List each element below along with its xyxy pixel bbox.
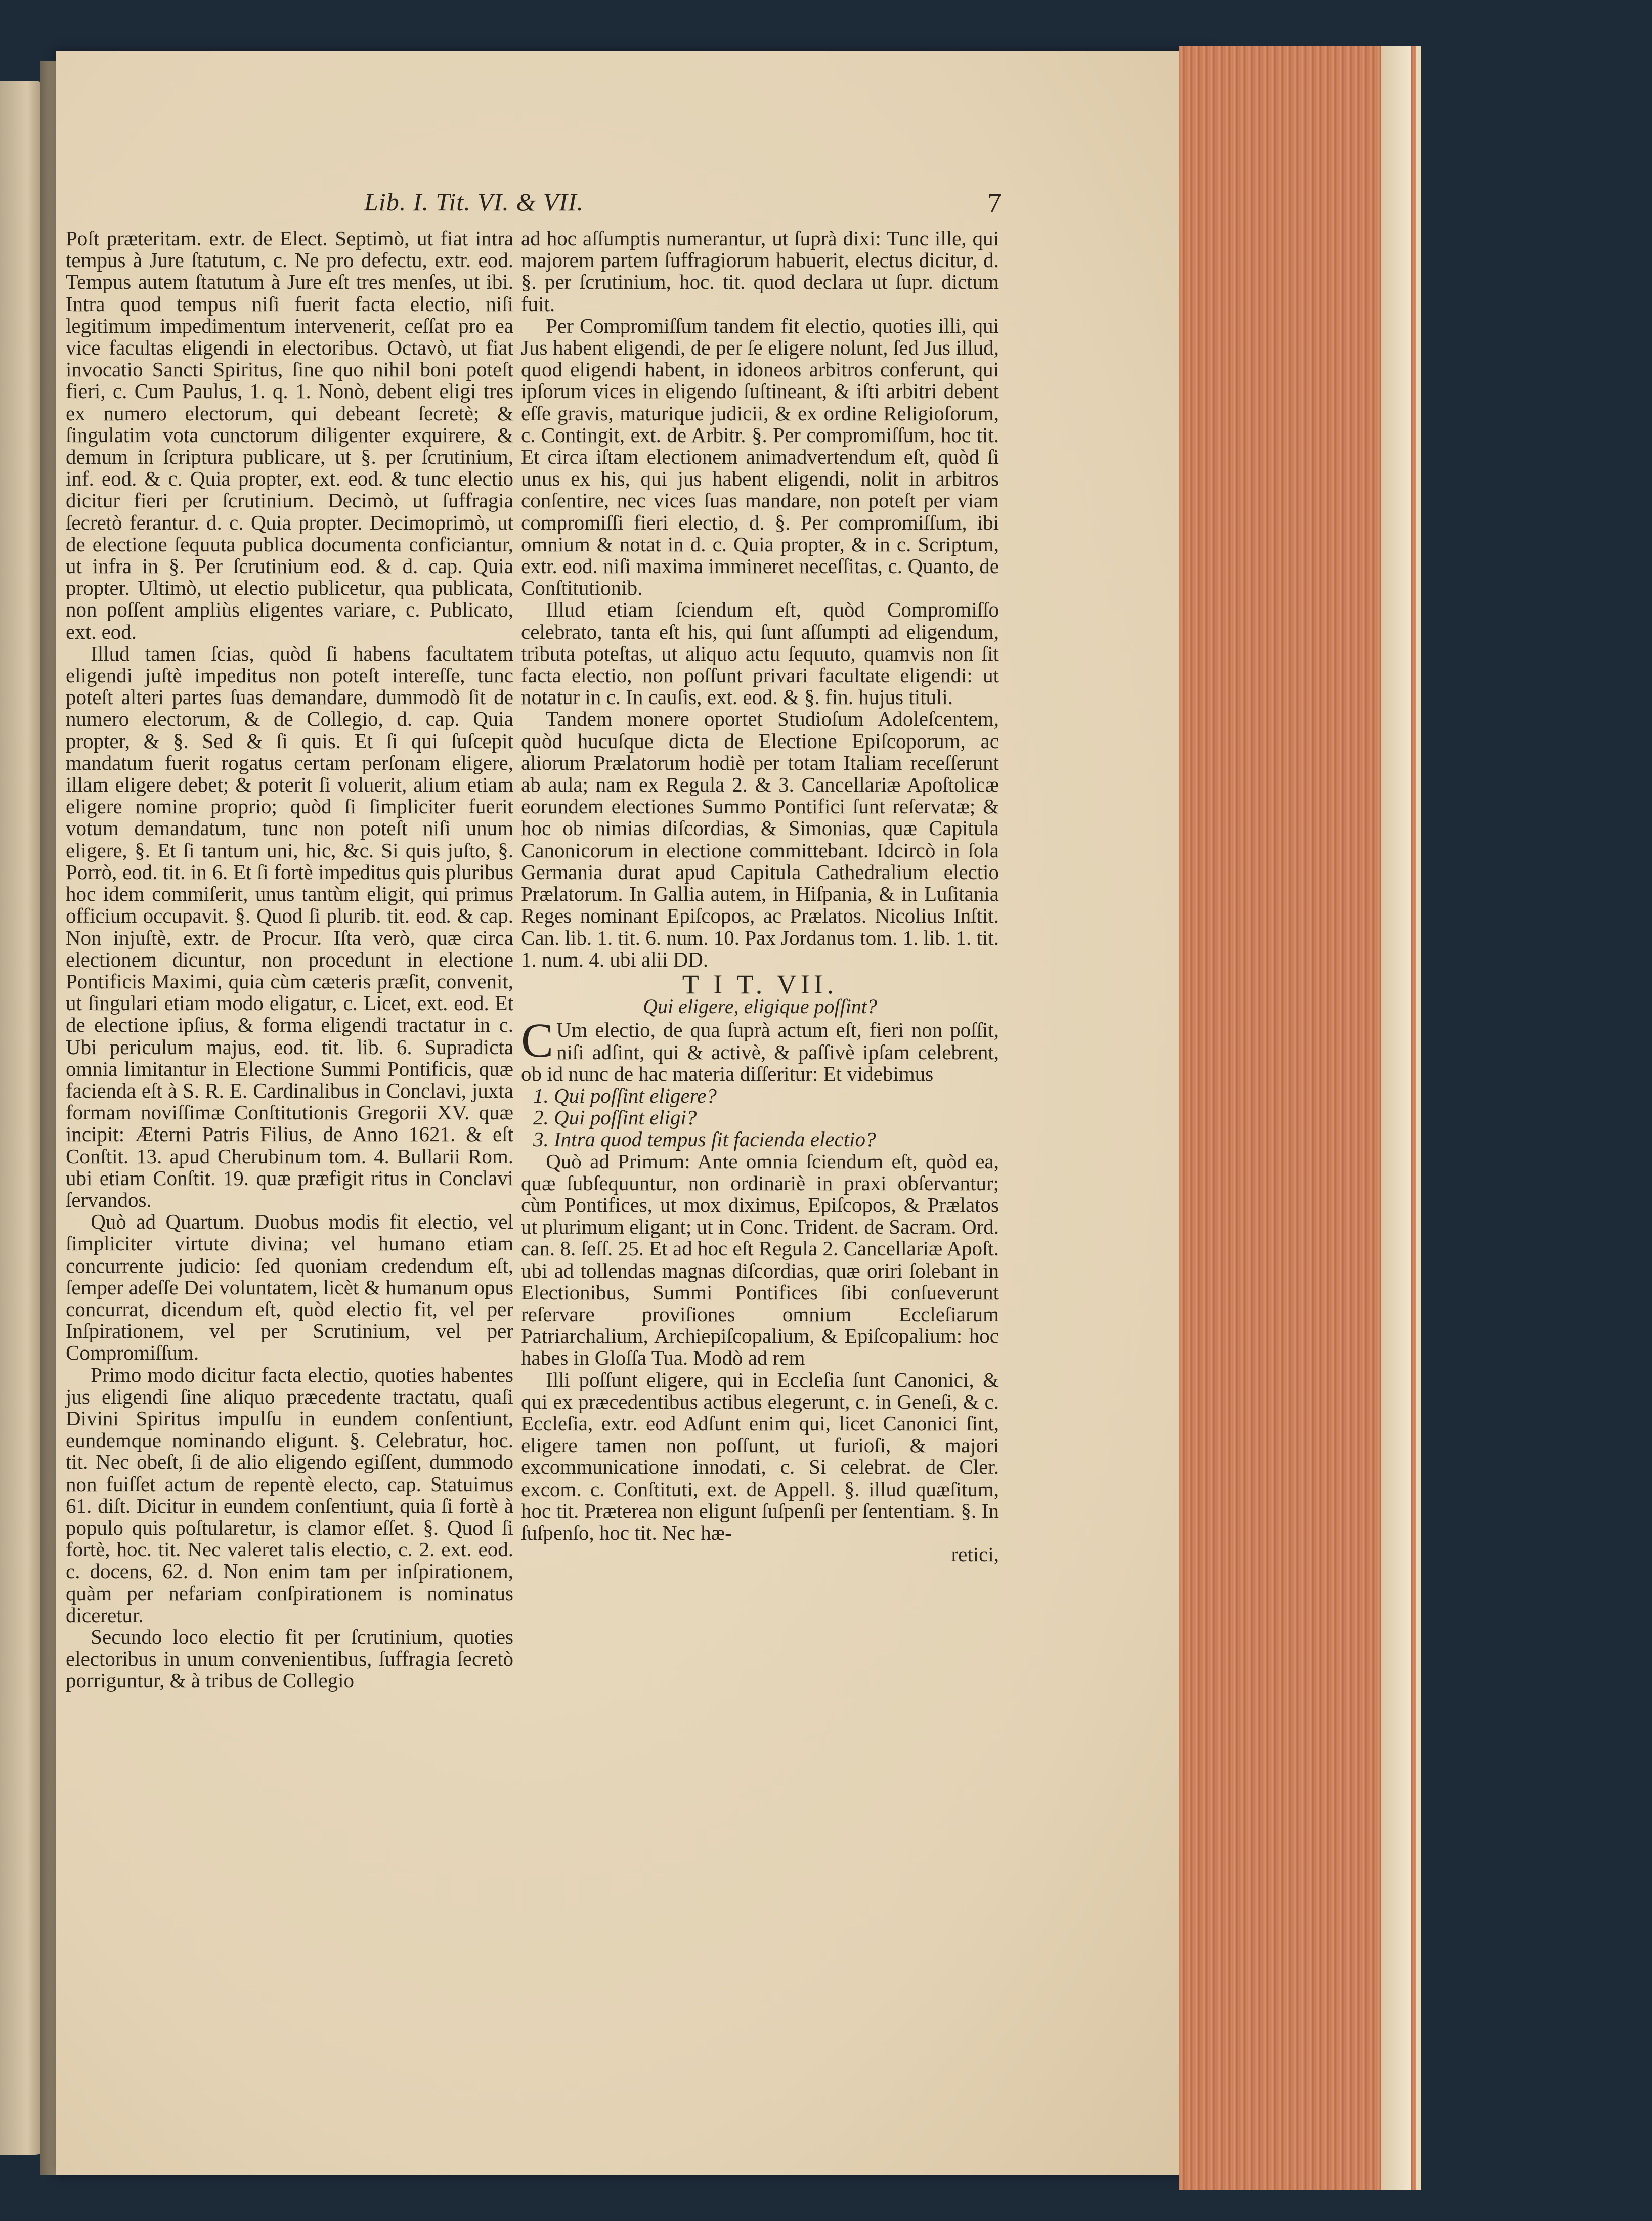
list-item: 3. Intra quod tempus ſit facienda electio? bbox=[533, 1127, 876, 1151]
paragraph: Per Compromiſſum tandem fit electio, quoties illi, qui Jus habent eligendi, de per ſe eligere nolunt, ſed Jus illud, quod eligendi habent, in idoneos arbitros conferunt, qui ipſorum vices in eligendo ſuſtineant, & iſti arbitri debent eſſe gravis, maturique judicii, & ex ordine Religioſorum, c. Contingit, ext. de Arbitr. §. Per compromiſſum, hoc tit. Et circa iſtam electionem animadvertendum eſt, quòd ſi unus ex his, qui jus habent eligendi, nolit in arbitros conſentire, nec vices ſuas mandare, non poteſt per viam compromiſſi fieri electio, d. §. Per compromiſſum, ibi omnium & notat in d. c. Quia propter, & in c. Scriptum, extr. eod. niſi maxima immineret neceſſitas, c. Quanto, de Conſtitutionib. bbox=[521, 314, 999, 600]
section-heading: T I T. VII. bbox=[682, 969, 838, 999]
intro-paragraph bbox=[521, 1013, 999, 1085]
left-page-edge bbox=[0, 81, 46, 2155]
catchword: retici, bbox=[951, 1543, 999, 1566]
running-title: Lib. I. Tit. VI. & VII. bbox=[364, 188, 584, 216]
paragraph: Tandem monere oportet Studioſum Adoleſcentem, quòd hucuſque dicta de Electione Epiſcoporum, ac aliorum Prælatorum hodiè per totam Italiam receſſerunt ab aula; nam ex Regula 2. & 3. Cancellariæ Apoſtolicæ eorundem electiones Summo Pontifici ſunt reſervatæ; & hoc ob nimias diſcordias, & Simonias, quæ Capitula Canonicorum in electione committebant. Idcircò in ſola Germania durat apud Capitula Cathedralium electio Prælatorum. In Gallia autem, in Hiſpania, & in Luſitania Reges nominant Epiſcopos, ac Prælatos. Nicolius Inſtit. Can. lib. 1. tit. 6. num. 10. Pax Jordanus tom. 1. lib. 1. tit. 1. num. 4. ubi alii DD. bbox=[521, 707, 999, 971]
paragraph: Secundo loco electio fit per ſcrutinium, quoties electoribus in unum convenientibus, ſuffragia ſecretò porriguntur, & à tribus de Collegio bbox=[66, 1625, 513, 1692]
section-title-block bbox=[521, 969, 999, 1018]
question-list bbox=[521, 1085, 999, 1151]
paragraph: ad hoc aſſumptis numerantur, ut ſuprà dixi: Tunc ille, qui majorem partem ſuffragiorum habuerit, electus dicitur, d. §. per ſcrutinium, hoc. tit. quod declara ut ſupr. dictum fuit. bbox=[521, 227, 999, 316]
intro-text: Um electio, de qua ſuprà actum eſt, fieri non poſſit, niſi adſint, qui & activè, & paſſivè ipſam celebrent, ob id nunc de hac materia diſſeritur: Et videbimus bbox=[521, 1018, 999, 1085]
page-header bbox=[364, 187, 1002, 223]
paragraph: Primo modo dicitur facta electio, quoties habentes jus eligendi ſine aliquo præcedente tractatu, quaſi Divini Spiritus impulſu in eundem conſentiunt, eundemque nominando eligunt. §. Celebratur, hoc. tit. Nec obeſt, ſi de alio eligendo egiſſent, dummodo non fuiſſet actum de repentè electo, cap. Statuimus 61. diſt. Dicitur in eundem conſentiunt, quia ſi fortè à populo quis poſtularetur, is clamor eſſet. §. Quod ſi fortè, hoc. tit. Nec valeret talis electio, c. 2. ext. eod. c. docens, 62. d. Non enim tam per inſpirationem, quàm per nefariam conſpirationem is nominatus diceretur. bbox=[66, 1363, 513, 1627]
paragraph: Illud tamen ſcias, quòd ſi habens facultatem eligendi juſtè impeditus non poteſt intereſſe, tunc poteſt alteri partes ſuas demandare, dummodò ſit de numero electorum, & de Collegio, d. cap. Quia propter, & §. Sed & ſi quis. Et ſi qui ſuſcepit mandatum fuerit rogatus certam perſonam eligere, illam eligere debet; & poterit ſi voluerit, alium etiam eligere nomine proprio; quòd ſi ſimpliciter fuerit votum demandatum, tunc non poteſt niſi unum eligere, §. Et ſi tantum uni, hic, &c. Si quis juſto, §. Porrò, eod. tit. in 6. Et ſi fortè impeditus quis pluribus hoc idem commiſerit, unus tantùm eligit, qui primus officium occupavit. §. Quod ſi plurib. tit. eod. & cap. Non injuſtè, extr. de Procur. Iſta verò, quæ circa electionem dicuntur, non procedunt in electione Pontificis Maximi, quia cùm cæteris præſit, convenit, ut ſingulari etiam modo eligatur, c. Licet, ext. eod. Et de electione ipſius, & forma eligendi tractatur in c. Ubi periculum majus, eod. tit. lib. 6. Supradicta omnia limitantur in Electione Summi Pontificis, quæ facienda eſt à S. R. E. Cardinalibus in Conclavi, juxta formam noviſſimæ Conſtitutionis Gregorii XV. quæ incipit: Æterni Patris Filius, de Anno 1621. & eſt Conſtit. 13. apud Cherubinum tom. 4. Bullarii Rom. ubi etiam Conſtit. 19. quæ præfigit ritus in Conclavi ſervandos. bbox=[66, 641, 513, 1211]
paragraph: Quò ad Primum: Ante omnia ſciendum eſt, quòd ea, quæ ſubſequuntur, non ordinariè in praxi obſervantur; cùm Pontifices, ut mox diximus, Epiſcopos, & Prælatos ut plurimum eligant; ut in Conc. Trident. de Sacram. Ord. can. 8. ſeſſ. 25. Et ad hoc eſt Regula 2. Cancellariæ Apoſt. ubi ad tollendas magnas diſcordias, quæ oriri ſolebant in Electionibus, Summi Pontifices ſibi conſueverunt reſervare proviſiones omnium Eccleſiarum Patriarchalium, Archiepiſcopalium, & Epiſcopalium: hoc habes in Gloſſa Tua. Modò ad rem bbox=[521, 1149, 999, 1370]
drop-cap: C bbox=[521, 1013, 554, 1068]
list-item: 2. Qui poſſint eligi? bbox=[533, 1106, 697, 1129]
page-number: 7 bbox=[987, 188, 1002, 219]
paragraph: Poſt præteritam. extr. de Elect. Septimò, ut fiat intra tempus à Jure ſtatutum, c. Ne pro defectu, extr. eod. Tempus autem ſtatutum à Jure eſt tres menſes, ut ibi. Intra quod tempus niſi fuerit facta electio, niſi legitimum impedimentum intervenerit, ceſſat pro ea vice facultas eligendi in electoribus. Octavò, ut fiat invocatio Sancti Spiritus, ſine quo nihil boni poteſt fieri, c. Cum Paulus, 1. q. 1. Nonò, debent eligi tres ex numero electorum, qui debeant ſecretè; & ſingulatim vota cunctorum diligenter exquirere, & demum in ſcriptura publicare, ut §. per ſcrutinium, inf. eod. & c. Quia propter, ext. eod. & tunc electio dicitur fieri per ſcrutinium. Decimò, ut ſuffragia ſecretò ferantur. d. c. Quia propter. Decimoprimò, ut de electione ſequuta publica documenta conficiantur, ut infra in §. Per ſcrutinium eod. & d. cap. Quia propter. Ultimò, ut electio publicetur, qua publicata, non poſſent ampliùs eligentes variare, c. Publicato, ext. eod. bbox=[66, 227, 513, 643]
cover-edge bbox=[1381, 46, 1411, 2190]
left-column bbox=[66, 228, 513, 1692]
right-column bbox=[521, 228, 999, 1565]
list-item: 1. Qui poſſint eligere? bbox=[533, 1083, 717, 1107]
section-subtitle: Qui eligere, eligique poſſint? bbox=[643, 995, 877, 1018]
paragraph: Illud etiam ſciendum eſt, quòd Compromiſſo celebrato, tanta eſt his, qui ſunt aſſumpti ad eligendum, tributa poteſtas, ut aliquo actu ſequuto, quamvis non ſit facta electio, non poſſunt privari facultate eligendi: ut notatur in c. In cauſis, ext. eod. & §. fin. hujus tituli. bbox=[521, 598, 999, 709]
paragraph: Quò ad Quartum. Duobus modis fit electio, vel ſimpliciter virtute divina; vel humano etiam concurrente judicio: ſed quoniam credendum eſt, ſemper adeſſe Dei voluntatem, licèt & humanum opus concurrat, dicendum eſt, quòd electio fit, vel per Inſpirationem, vel per Scrutinium, vel per Compromiſſum. bbox=[66, 1210, 513, 1365]
paragraph: Illi poſſunt eligere, qui in Eccleſia ſunt Canonici, & qui ex præcedentibus actibus elegerunt, c. in Geneſi, & c. Eccleſia, extr. eod Adſunt enim qui, licet Canonici ſint, eligere tamen non poſſunt, ut furioſi, & majori excommunicatione innodati, c. Si celebrat. de Cler. excom. c. Conſtituti, ext. de Appell. §. illud quæſitum, hoc tit. Præterea non eligunt ſuſpenſi per ſententiam. §. In ſuſpenſo, hoc tit. Nec hæ- bbox=[521, 1368, 999, 1544]
